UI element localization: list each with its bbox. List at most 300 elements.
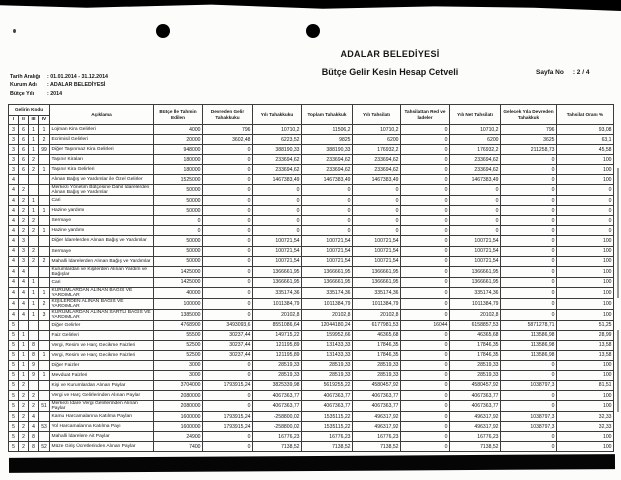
value-cell: 0	[203, 370, 253, 380]
value-cell: 0	[401, 165, 450, 175]
value-cell: 0	[302, 226, 353, 236]
value-cell: 1535115,22	[302, 422, 353, 432]
value-cell: 0	[203, 226, 253, 236]
value-cell: 0	[501, 185, 557, 196]
code-cell: 6	[19, 125, 29, 135]
code-cell: 4	[29, 412, 39, 422]
value-cell: 180000	[154, 165, 203, 175]
value-cell: 0	[302, 206, 353, 216]
table-row	[9, 412, 614, 422]
value-cell: 796	[203, 125, 253, 135]
code-cell: 2	[29, 256, 39, 266]
meta-value: : 2014	[47, 90, 63, 97]
table-row	[9, 320, 614, 330]
value-cell: 0	[501, 236, 557, 246]
value-cell: 100	[557, 246, 614, 256]
value-cell: 0	[401, 422, 450, 432]
code-cell: 2	[29, 390, 39, 400]
value-cell: 28519,33	[302, 370, 353, 380]
code-cell: 2	[19, 390, 29, 400]
description-cell: Kişi ve Kurumlardan Alınan Paylar	[50, 380, 154, 390]
value-cell: 17846,35	[353, 350, 401, 360]
value-cell: 0	[450, 185, 501, 196]
value-cell: 17846,35	[450, 350, 501, 360]
value-cell: 0	[401, 298, 450, 309]
description-cell: Mahalli İdarelere Ait Paylar	[50, 432, 154, 442]
table-row	[9, 442, 614, 452]
table-row	[9, 390, 614, 400]
value-cell: 16776,23	[253, 432, 302, 442]
code-cell	[39, 277, 50, 287]
value-cell: 0	[401, 206, 450, 216]
meta-value: : 01.01.2014 - 31.12.2014	[47, 74, 108, 80]
value-cell: 0	[401, 380, 450, 390]
value-cell: 335174,36	[253, 287, 302, 298]
code-cell: 4	[9, 277, 19, 287]
value-cell: 0	[203, 277, 253, 287]
code-cell	[29, 380, 39, 390]
meta-budget-year	[10, 90, 108, 98]
value-cell: 3000	[154, 360, 203, 370]
value-cell: 0	[401, 236, 450, 246]
value-cell: 388190,33	[253, 145, 302, 155]
value-cell: 0	[401, 309, 450, 320]
value-cell: 3493093,6	[203, 320, 253, 330]
description-cell: Taşınır Kiraları	[50, 155, 154, 165]
code-cell	[29, 175, 39, 185]
value-cell: 0	[203, 216, 253, 226]
value-cell: 0	[501, 277, 557, 287]
value-cell: 4768900	[154, 320, 203, 330]
code-cell: 4	[9, 175, 19, 185]
code-cell: 3	[9, 145, 19, 155]
value-cell: 1793915,24	[203, 422, 253, 432]
value-cell: 0	[401, 135, 450, 145]
value-cell: 121195,89	[253, 340, 302, 350]
value-cell: 159952,66	[302, 330, 353, 340]
budget-revenue-table	[8, 104, 614, 452]
meta-value: : ADALAR BELEDİYESİ	[47, 82, 106, 89]
code-cell	[39, 196, 50, 206]
code-cell: 4	[9, 266, 19, 277]
code-cell: 2	[19, 185, 29, 196]
code-cell: 4	[9, 236, 19, 246]
value-cell: 5871278,71	[501, 320, 557, 330]
value-cell: 1366661,95	[253, 277, 302, 287]
table-row	[9, 380, 614, 390]
value-cell: 0	[203, 390, 253, 400]
code-cell: 4	[9, 206, 19, 216]
value-cell: 32,33	[557, 422, 614, 432]
value-cell: 0	[203, 432, 253, 442]
value-cell: 50000	[154, 246, 203, 256]
code-cell: 4	[9, 185, 19, 196]
col-header-code-3: III	[29, 116, 39, 125]
value-cell: 100	[557, 401, 614, 412]
value-cell: 52500	[154, 350, 203, 360]
code-cell	[29, 330, 39, 340]
meta-date-range	[10, 73, 108, 81]
code-cell: 5	[9, 432, 19, 442]
value-cell: 1366661,95	[353, 277, 401, 287]
value-cell: 24900	[154, 432, 203, 442]
value-cell: 0	[401, 175, 450, 185]
code-cell: 2	[19, 422, 29, 432]
value-cell: 0	[557, 216, 614, 226]
code-cell: 3	[19, 246, 29, 256]
value-cell: 0	[401, 266, 450, 277]
value-cell: 335174,36	[353, 287, 401, 298]
report-meta	[10, 73, 108, 98]
table-row	[9, 236, 614, 246]
col-header-red-iadeler: Tahsilattan Red ve İadeler	[401, 105, 450, 125]
value-cell: 28519,33	[353, 370, 401, 380]
value-cell: 17846,35	[450, 340, 501, 350]
table-row	[9, 185, 614, 196]
table-row	[9, 298, 614, 309]
page-number-value: : 2 / 4	[572, 69, 590, 76]
value-cell: 0	[501, 266, 557, 277]
value-cell: 0	[203, 401, 253, 412]
value-cell: 81,51	[557, 380, 614, 390]
value-cell: 0	[401, 196, 450, 206]
code-cell: 1	[29, 135, 39, 145]
value-cell: 180000	[154, 155, 203, 165]
code-cell	[39, 266, 50, 277]
value-cell: 0	[401, 246, 450, 256]
value-cell: 4067363,77	[353, 401, 401, 412]
value-cell: 28519,33	[450, 370, 501, 380]
code-cell: 2	[29, 246, 39, 256]
code-cell: 1	[29, 125, 39, 135]
code-cell: 99	[39, 145, 50, 155]
code-cell: 3	[9, 135, 19, 145]
table-row	[9, 401, 614, 412]
value-cell: 233694,62	[353, 155, 401, 165]
value-cell: 496317,92	[450, 412, 501, 422]
code-cell: 5	[9, 422, 19, 432]
code-cell	[39, 155, 50, 165]
meta-institution	[10, 81, 108, 89]
value-cell: 0	[203, 298, 253, 309]
value-cell: 50000	[154, 196, 203, 206]
code-cell: 3	[19, 256, 29, 266]
value-cell: 0	[501, 401, 557, 412]
col-header-net-tahsilat: Yılı Net Tahsilatı	[450, 105, 501, 125]
value-cell: 4067363,77	[302, 390, 353, 400]
value-cell: 100721,54	[353, 246, 401, 256]
value-cell: 6177981,53	[353, 320, 401, 330]
value-cell: 0	[353, 226, 401, 236]
table-header	[9, 105, 614, 125]
value-cell: 100	[557, 236, 614, 246]
value-cell: 0	[501, 370, 557, 380]
value-cell: 0	[203, 155, 253, 165]
report-title: Bütçe Gelir Kesin Hesap Cetveli	[321, 67, 459, 77]
description-cell: Diğer Gelirler	[50, 320, 154, 330]
code-cell: 1	[19, 360, 29, 370]
code-cell	[39, 185, 50, 196]
table-row	[9, 216, 614, 226]
value-cell: 46365,68	[353, 330, 401, 340]
value-cell: 0	[401, 125, 450, 135]
value-cell: 20102,8	[253, 309, 302, 320]
code-cell: 1	[29, 298, 39, 309]
value-cell: 0	[501, 442, 557, 452]
code-cell: 2	[29, 216, 39, 226]
code-cell: 1	[39, 287, 50, 298]
table-row	[9, 422, 614, 432]
value-cell: 30237,44	[203, 330, 253, 340]
code-cell: 2	[29, 165, 39, 175]
value-cell: 40000	[154, 287, 203, 298]
value-cell: 121195,89	[253, 350, 302, 360]
code-cell: 8	[29, 350, 39, 360]
code-cell: 8	[29, 340, 39, 350]
code-cell: 2	[19, 226, 29, 236]
code-cell	[29, 320, 39, 330]
value-cell: 0	[401, 360, 450, 370]
code-cell: 5	[9, 360, 19, 370]
code-cell	[39, 340, 50, 350]
code-cell: 4	[9, 309, 19, 320]
value-cell: 100	[557, 298, 614, 309]
value-cell: 100	[557, 360, 614, 370]
value-cell: 55500	[154, 330, 203, 340]
code-cell	[39, 412, 50, 422]
description-cell: Cari	[50, 196, 154, 206]
value-cell: 52500	[154, 340, 203, 350]
value-cell: 100	[557, 442, 614, 452]
col-header-code-1: I	[9, 116, 19, 125]
punch-hole-icon	[156, 24, 170, 38]
value-cell: 32,33	[557, 412, 614, 422]
value-cell: 0	[450, 206, 501, 216]
value-cell: 7138,52	[302, 442, 353, 452]
code-cell	[39, 320, 50, 330]
value-cell: 4067363,77	[253, 390, 302, 400]
scan-speck	[13, 29, 16, 33]
description-cell: Kurumlardan ve Kişilerden Alınan Yardım ve Bağışlar	[50, 266, 154, 277]
code-cell: 8	[29, 442, 39, 452]
value-cell: 20102,8	[353, 309, 401, 320]
value-cell: 1366661,95	[353, 266, 401, 277]
value-cell: 0	[557, 206, 614, 216]
code-cell: 1	[19, 350, 29, 360]
value-cell: 100000	[154, 298, 203, 309]
value-cell: 113586,98	[501, 330, 557, 340]
value-cell: 0	[401, 226, 450, 236]
code-cell: 2	[29, 226, 39, 236]
value-cell: 0	[401, 287, 450, 298]
value-cell: 30237,44	[203, 340, 253, 350]
table-row	[9, 206, 614, 216]
value-cell: 0	[401, 185, 450, 196]
code-cell: 2	[19, 401, 29, 412]
table-row	[9, 309, 614, 320]
value-cell: 149715,22	[253, 330, 302, 340]
code-cell: 2	[19, 196, 29, 206]
value-cell: 1793915,24	[203, 412, 253, 422]
code-cell: 4	[19, 287, 29, 298]
value-cell: 100	[557, 256, 614, 266]
value-cell: 28519,33	[253, 360, 302, 370]
code-cell: 2	[19, 432, 29, 442]
code-cell: 5	[9, 412, 19, 422]
value-cell: 1038797,3	[501, 380, 557, 390]
value-cell: 0	[501, 216, 557, 226]
value-cell: 1467383,49	[253, 175, 302, 185]
code-cell	[39, 216, 50, 226]
col-header-gelirin-kodu: Gelirin Kodu	[9, 105, 50, 116]
value-cell: 3704000	[154, 380, 203, 390]
value-cell: 10710,2	[450, 125, 501, 135]
code-cell	[39, 236, 50, 246]
value-cell: 45,58	[557, 145, 614, 155]
description-cell: Cari	[50, 277, 154, 287]
value-cell: 100	[557, 266, 614, 277]
description-cell: Sermaye	[50, 216, 154, 226]
value-cell: 7138,52	[353, 442, 401, 452]
code-cell: 1	[29, 277, 39, 287]
value-cell: 0	[401, 401, 450, 412]
value-cell: 131433,33	[302, 350, 353, 360]
value-cell: 100721,54	[302, 256, 353, 266]
value-cell: 0	[501, 226, 557, 236]
value-cell: 0	[401, 432, 450, 442]
value-cell: 50000	[154, 206, 203, 216]
code-cell: 5	[9, 442, 19, 452]
value-cell: 1011384,79	[353, 298, 401, 309]
description-cell: Vergi, Resim ve Harç Gecikme Faizleri	[50, 340, 154, 350]
value-cell: 0	[450, 226, 501, 236]
value-cell: 16776,23	[450, 432, 501, 442]
code-cell: 2	[39, 135, 50, 145]
code-cell: 4	[9, 298, 19, 309]
description-cell: Vergi, Resim ve Harç Gecikme Faizleri	[50, 350, 154, 360]
description-cell: Hazine yardımı	[50, 206, 154, 216]
value-cell: 100	[557, 370, 614, 380]
value-cell: 28519,33	[302, 360, 353, 370]
description-cell: Kamu Harcamalarına Katılma Payları	[50, 412, 154, 422]
code-cell: 2	[29, 401, 39, 412]
table-row	[9, 266, 614, 277]
value-cell: 0	[302, 196, 353, 206]
value-cell: 7138,52	[450, 442, 501, 452]
code-cell: 5	[9, 380, 19, 390]
value-cell: 100721,54	[302, 246, 353, 256]
value-cell: 1467383,49	[450, 175, 501, 185]
col-header-yili-tahsilati: Yılı Tahsilatı	[353, 105, 401, 125]
value-cell: 3000	[154, 370, 203, 380]
value-cell: 0	[450, 216, 501, 226]
value-cell: 100721,54	[253, 246, 302, 256]
col-header-devreden-gelir: Devreden Gelir Tahakkuku	[203, 105, 253, 125]
code-cell: 6	[19, 165, 29, 175]
col-header-code-4: IV	[39, 116, 50, 125]
value-cell: 0	[401, 370, 450, 380]
code-cell: 4	[29, 422, 39, 432]
description-cell: KURUMLARDAN ALINAN SARTLI BAGIS VE YARDIMLAR	[50, 309, 154, 320]
code-cell: 1	[29, 309, 39, 320]
value-cell: 1600000	[154, 412, 203, 422]
code-cell: 3	[9, 125, 19, 135]
value-cell: 0	[253, 196, 302, 206]
code-cell: 51	[39, 401, 50, 412]
description-cell: KURUMLARDAN ALINAN BAGIS VE YARDIMLAR	[50, 287, 154, 298]
value-cell: 0	[203, 236, 253, 246]
code-cell: 2	[39, 298, 50, 309]
value-cell: 1385000	[154, 309, 203, 320]
value-cell: 0	[501, 360, 557, 370]
value-cell: 113586,98	[501, 340, 557, 350]
table-row	[9, 175, 614, 185]
value-cell: 50000	[154, 236, 203, 246]
value-cell: 4000	[154, 125, 203, 135]
table-row	[9, 145, 614, 155]
value-cell: 0	[353, 185, 401, 196]
meta-label: Bütçe Yılı	[10, 90, 35, 97]
value-cell: 16776,23	[353, 432, 401, 442]
code-cell: 3	[39, 309, 50, 320]
table-row	[9, 360, 614, 370]
meta-label: Kurum Adı	[10, 82, 37, 89]
value-cell: 7138,52	[253, 442, 302, 452]
value-cell: 17846,35	[353, 340, 401, 350]
value-cell: 1467383,49	[302, 175, 353, 185]
table-row	[9, 370, 614, 380]
value-cell: 1366661,95	[253, 266, 302, 277]
table-row	[9, 340, 614, 350]
scan-top-edge-bar	[0, 0, 621, 11]
value-cell: 3602,48	[203, 135, 253, 145]
value-cell: 4067363,77	[450, 401, 501, 412]
value-cell: 28519,33	[450, 360, 501, 370]
code-cell	[39, 330, 50, 340]
value-cell: 4067363,77	[253, 401, 302, 412]
value-cell: 113586,98	[501, 350, 557, 360]
value-cell: 0	[203, 256, 253, 266]
code-cell: 5	[9, 370, 19, 380]
value-cell: 0	[501, 165, 557, 175]
value-cell: 0	[353, 206, 401, 216]
value-cell: 0	[253, 206, 302, 216]
value-cell: 1535115,22	[302, 412, 353, 422]
value-cell: 335174,36	[450, 287, 501, 298]
code-cell: 6	[19, 145, 29, 155]
code-cell	[39, 360, 50, 370]
value-cell: 0	[203, 442, 253, 452]
description-cell: Lojman Kira Gelirleri	[50, 125, 154, 135]
value-cell: 0	[501, 432, 557, 442]
value-cell: 3625	[501, 135, 557, 145]
code-cell: 3	[19, 236, 29, 246]
value-cell: 0	[501, 175, 557, 185]
value-cell: 0	[501, 206, 557, 216]
value-cell: 28,99	[557, 330, 614, 340]
description-cell: Sermaye	[50, 246, 154, 256]
value-cell: 10710,2	[353, 125, 401, 135]
value-cell: 100721,54	[353, 236, 401, 246]
value-cell: 13,58	[557, 340, 614, 350]
value-cell: 100721,54	[450, 246, 501, 256]
code-cell: 2	[19, 380, 29, 390]
value-cell: 1525000	[154, 175, 203, 185]
value-cell: 233694,62	[450, 155, 501, 165]
page-number-label: Sayfa No	[536, 69, 564, 76]
page-number	[536, 69, 589, 76]
value-cell: 0	[401, 145, 450, 155]
